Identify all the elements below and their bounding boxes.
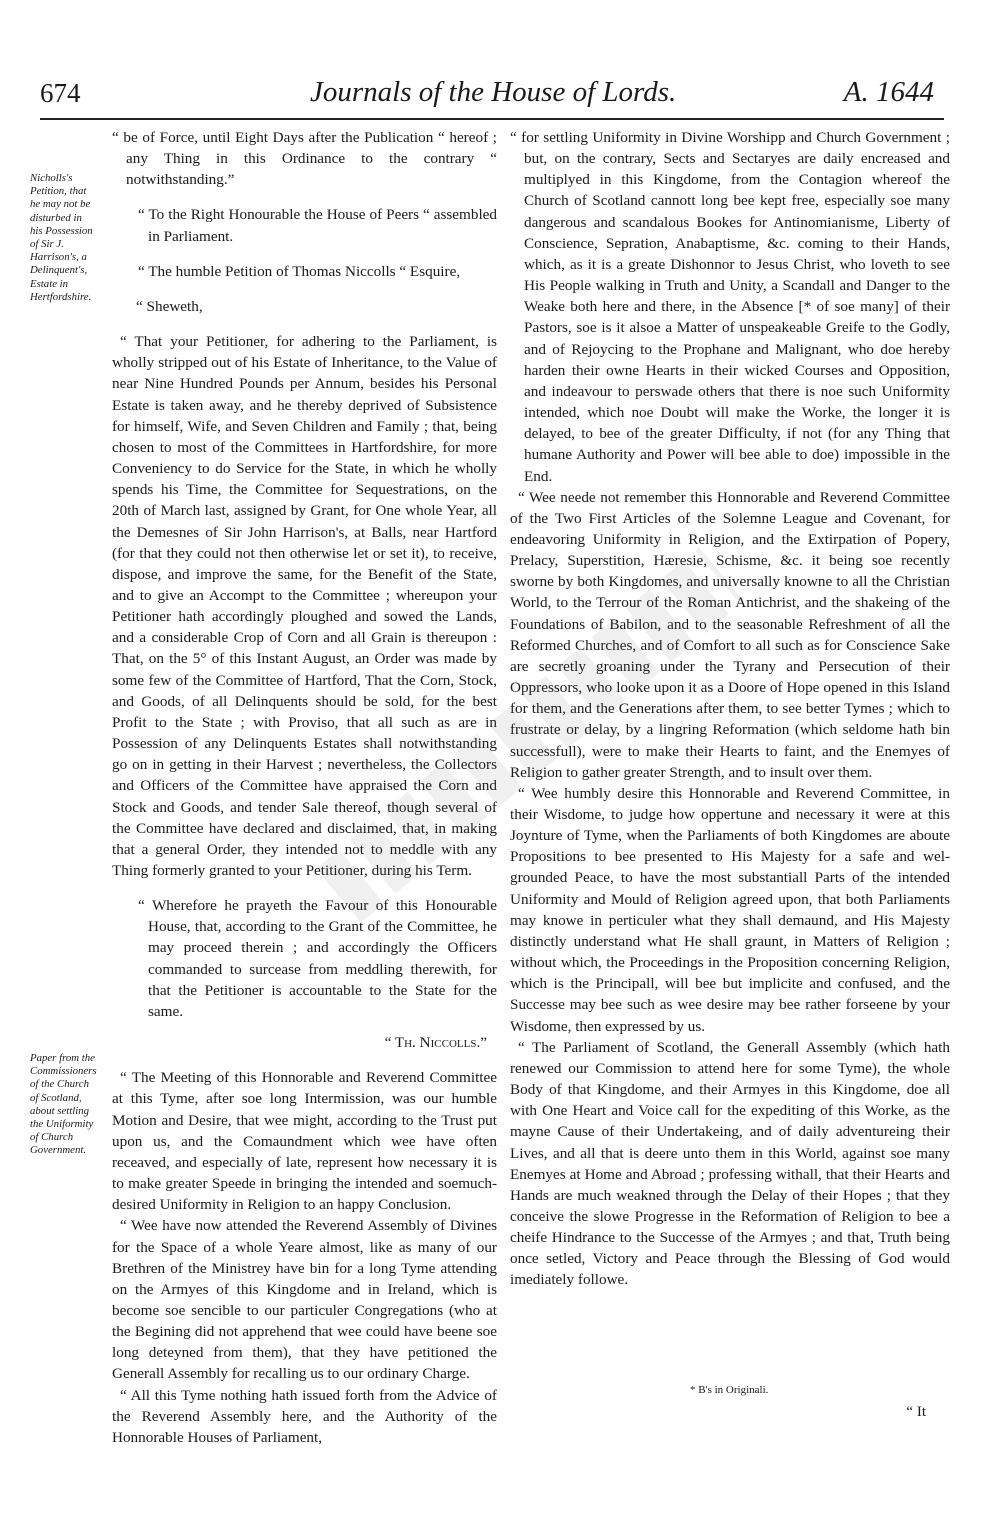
petition-heading: “ The humble Petition of Thomas Niccolls “ Esquire, xyxy=(138,262,461,280)
petition-prayer: “ Wherefore he prayeth the Favour of this Honourable House, that, according to the Grant of the Committee, he may proceed therein ; and accordingly the Officers commanded to surcease from meddling therewith, for that the Petitioner is accountable to the State for the same. xyxy=(138,897,497,1020)
header-rule xyxy=(40,118,944,120)
footnote: * B's in Originali. xyxy=(690,1384,769,1396)
petition-body: “ That your Petitioner, for adhering to the Parliament, is wholly stripped out of his Estate of Inheritance, to the Value of near Nine Hundred Pounds per Annum, besides his Personal Estate is taken away, and he thereby deprived of Subsistence for himself, Wife, and Seven Children and Family ; that, being chosen to most of the Committees in Hartfordshire, for more Conveniency to do Service for the State, in which he wholly spends his Time, the Committee for Sequestrations, on the 20th of March last, assigned by Grant, for One whole Year, all the Demesnes of Sir John Harrison's, at Balls, near Hartford (for that they could not then otherwise let or set it), to receive, dispose, and improve the same, for the Benefit of the State, and to give an Accompt to the Committee ; whereupon your Petitioner hath accordingly ploughed and sowed the Lands, and a considerable Crop of Corn and all Grain is thereupon : That, on the 5° of this Instant August, an Order was made by some few of the Committee of Hartford, That the Corn, Stock, and Goods, of all Delinquents should be sold, for the best Profit to the State ; with Proviso, that all such as are in Possession of any Delinquents Estates shall notwithstanding go on in getting in their Harvest ; nevertheless, the Collectors and Officers of the Committee have appraised the Corn and Stock and Goods, and tender Sale thereof, though several of the Committee have declared and disclaimed, that, in making that a general Order, they intended not to meddle with any Thing formerly granted to your Petitioner, during his Term. xyxy=(112,333,497,879)
left-column xyxy=(112,127,497,1448)
scotland-paper-paragraph-5: “ Wee neede not remember this Honnorable and Reverend Committee of the Two First Articles of the Solemne League and Covenant, for endeavoring Uniformity in Religion, and the Extirpation of Popery, Prelacy, Superstition, Hæresie, Schisme, &c. it being soe recently sworne by both Kingdomes, and universally knowne to all the Christian World, to the Terrour of the Roman Antichrist, and the shakeing of the Foundations of Babilon, and to the seasonable Refreshment of all the Reformed Churches, and of Comfort to all such as for Conscience Sake are secretly groaning under the Tyrany and Persecution of their Oppressors, who looke upon it as a Doore of Hope opened in this Island for them, and the Generations after them, to see better Tymes ; which to frustrate or delay, by a lingring Reformation (which seldome hath bin successfull), were to make their Hearts to faint, and the Enemyes of Religion to gather greater Strength, and to insult over them. xyxy=(510,488,950,781)
margin-note-petition: Nicholls's Petition, that he may not be disturbed in his Possession of Sir J. Harrison's, a Delinquent's, Estate in Hertfordshire. xyxy=(30,172,93,303)
petition-sheweth: “ Sheweth, xyxy=(136,297,203,315)
scotland-paper-paragraph-1: “ The Meeting of this Honnorable and Reverend Committee at this Tyme, after soe long Intermission, was our humble Motion and Desire, that wee might, according to the Trust put upon us, and the Comaundment which wee have often receaved, and especially of late, represent how necessary it is to make greater Speede in bringing the intended and soemuch-desired Uniformity in Religion to an happy Conclusion. xyxy=(112,1069,497,1214)
scotland-paper-paragraph-6: “ Wee humbly desire this Honnorable and Reverend Committee, in their Wisdome, to judge how oppertune and necessary it were at this Joynture of Tyme, when the Parliaments of both Kingdomes are aboute Propositions to bee presented to His Majesty for a safe and wel-grounded Peace, to have the most substantiall Parts of the intended Uniformity and Mould of Religion agreed upon, that both Parliaments may knowe in perticuler what they shall demaund, and His Majesty distinctly understand what He shall graunt, in Matters of Religion ; without which, the Proceedings in the Proposition concerning Religion, which is the Principall, will bee but implicite and confused, and the Successe may bee such as wee desire may bee rather forseene by your Wisdome, then expressed by us. xyxy=(510,784,950,1035)
scotland-paper-paragraph-4: “ for settling Uniformity in Divine Worshipp and Church Government ; but, on the contrary, Sects and Sectaryes are daily encreased and multiplyed in this Kingdome, from the Contagion whereof the Church of Scotland cannott long bee kept free, especially soe many dangerous and scandalous Bookes for Antinomianisme, Liberty of Conscience, Sepration, Anabaptisme, &c. coming to their Hands, which, as it is a greate Dishonnor to Jesus Christ, who loveth to see His People walking in Truth and Unity, a Scandall and Danger to the Weake both here and there, in the Absence [* of soe many] of their Pastors, soe is it alsoe a Matter of unspeakeable Greife to the Godly, and of Rejoycing to the Prophane and Malignant, who doe hereby harden their owne Hearts in their wicked Courses and Opposition, and indeavour to perswade others that there is noe such Uniformity intended, which noe Doubt will make the Worke, the longer it is delayed, to bee of the greater Difficulty, if not (for any Thing that humane Authority and Power will bee able to doe) impossible in the End. xyxy=(510,129,950,485)
catchword: “ It xyxy=(906,1404,926,1420)
margin-note-scotland: Paper from the Commissioners of the Church of Scotland, about settling the Uniformity of Church Government. xyxy=(30,1052,97,1157)
scotland-paper-paragraph-2: “ Wee have now attended the Reverend Assembly of Divines for the Space of a whole Yeare almost, like as many of our Brethren of the Ministrey have bin for a long Tyme attending on the Armyes of this Kingdome and in Ireland, which is become soe sencible to our particuler Congregations (who at the Begining did not apprehend that wee could have beene soe long deteyned from them), that they have petitioned the Generall Assembly for recalling us to our ordinary Charge. xyxy=(112,1217,497,1383)
right-column xyxy=(510,127,950,1291)
running-year: A. 1644 xyxy=(843,76,934,108)
petition-signature: “ Th. Niccolls.” xyxy=(384,1034,487,1052)
ordinance-end-paragraph: “ be of Force, until Eight Days after the Publication “ hereof ; any Thing in this Ordinance to the contrary “ notwithstanding.” xyxy=(112,129,497,189)
scotland-paper-paragraph-7: “ The Parliament of Scotland, the Generall Assembly (which hath renewed our Commission to attend here for some Tyme), the whole Body of that Kingdome, and their Armyes in this Kingdome, doe all with One Heart and Voice call for the expediting of this Worke, as the mayne Cause of their Undertakeing, and of daily adventureing their Lives, and all that is deere unto them in this World, against soe many Enemyes at Home and Abroad ; professing withall, that their Hearts and Hands are much weakned through the Delay of their Hopes ; that they conceive the slowe Progresse in the Reformation of Religion to bee a cheife Hindrance to the Successe of the Armyes ; and that, Truth being once setled, Victory and Peace through the Blessing of God would imediately followe. xyxy=(510,1038,950,1289)
scotland-paper-paragraph-3: “ All this Tyme nothing hath issued forth from the Advice of the Reverend Assembly here, and the Authority of the Honnorable Houses of Parliament, xyxy=(112,1386,497,1446)
page-number: 674 xyxy=(40,78,81,108)
petition-address: “ To the Right Honourable the House of Peers “ assembled in Parliament. xyxy=(138,206,497,245)
running-title: Journals of the House of Lords. xyxy=(310,76,677,108)
